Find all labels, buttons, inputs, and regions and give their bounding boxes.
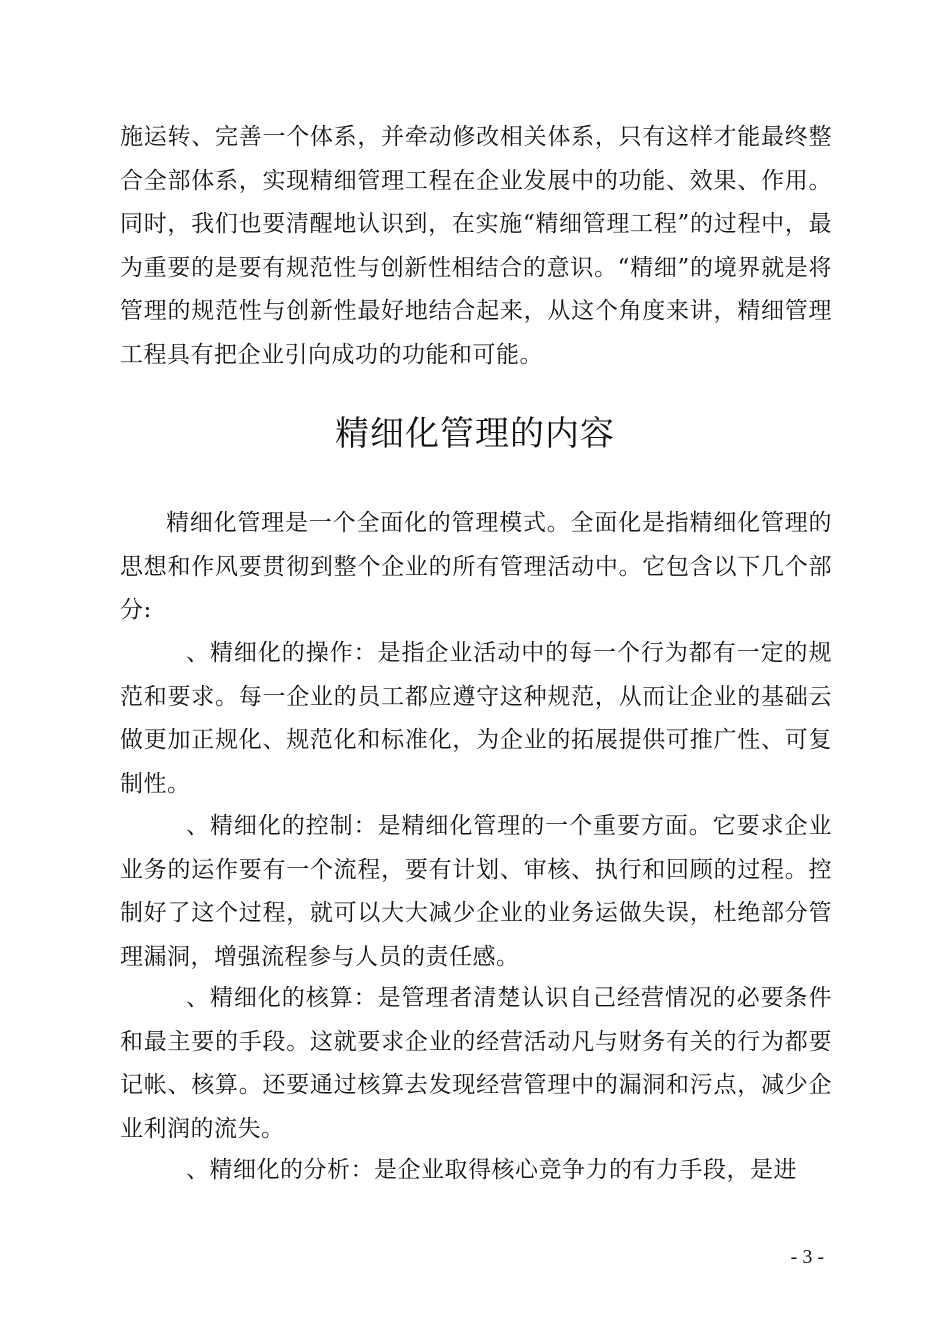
- list-item-control: 、精细化的控制：是精细化管理的一个重要方面。它要求企业业务的运作要有一个流程，要有计划、审核、执行和回顾的过程。控制好了这个过程，就可以大大减少企业的业务运做失误，杜绝部分管理漏洞，增强流程参与人员的责任感。: [120, 813, 832, 970]
- intro-paragraph: 施运转、完善一个体系，并牵动修改相关体系，只有这样才能最终整合全部体系，实现精细管理工程在企业发展中的功能、效果、作用。同时，我们也要清醒地认识到，在实施“精细管理工程”的过程中，最为重要的是要有规范性与创新性相结合的意识。“精细”的境界就是将管理的规范性与创新性最好地结合起来，从这个角度来讲，精细管理工程具有把企业引向成功的功能和可能。: [120, 124, 832, 368]
- page-number: - 3 -: [790, 1246, 824, 1268]
- list-item-operation: 、精细化的操作：是指企业活动中的每一个行为都有一定的规范和要求。每一企业的员工都应遵守这种规范，从而让企业的基础云做更加正规化、规范化和标准化，为企业的拓展提供可推广性、可复制性。: [120, 640, 832, 797]
- section-lead-paragraph: 精细化管理是一个全面化的管理模式。全面化是指精细化管理的思想和作风要贯彻到整个企业的所有管理活动中。它包含以下几个部分:: [120, 510, 832, 623]
- section-heading: 精细化管理的内容: [335, 414, 615, 454]
- list-item-accounting: 、精细化的核算：是管理者清楚认识自己经营情况的必要条件和最主要的手段。这就要求企业的经营活动凡与财务有关的行为都要记帐、核算。还要通过核算去发现经营管理中的漏洞和污点，减少企业利润的流失。: [120, 985, 832, 1142]
- list-item-analysis: 、精细化的分析：是企业取得核心竞争力的有力手段，是进: [186, 1157, 797, 1183]
